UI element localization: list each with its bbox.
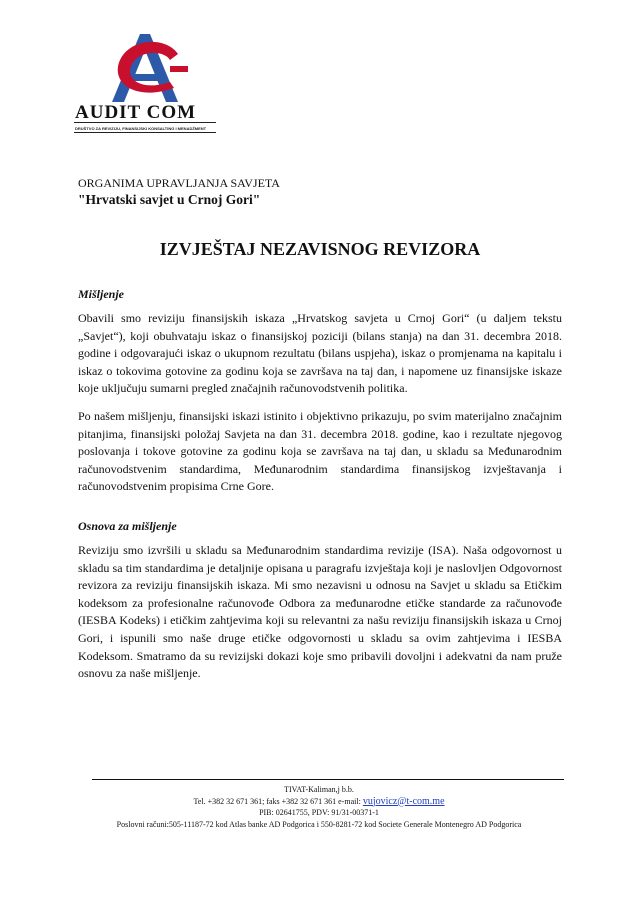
page-footer: [0, 784, 638, 830]
recipient-line: ORGANIMA UPRAVLJANJA SAVJETA: [78, 176, 280, 190]
audit-com-logo-mark: [70, 30, 220, 102]
paragraph: Obavili smo reviziju finansijskih iskaza „Hrvatskog savjeta u Crnoj Gori“ (u daljem tekstu „Savjet“), koji obuhvataju iskaz o finansijskoj poziciji (bilans stanja) na dan 31. decembra 2018. godine i odgovarajući iskaz o ukupnom rezultatu (bilans uspjeha), iskaz o promjenama na kapitalu i iskaz o tokovima gotovine za godinu koja se završava na taj dan, i napomene uz finansijske iskaze koje uključuju sumarni pregled značajnih računovodstvenih politika.: [78, 311, 562, 396]
section-heading-basis-for-opinion: Osnova za mišljenje: [78, 518, 177, 533]
footer-bank-accounts: Poslovni računi:505-11187-72 kod Atlas banke AD Podgorica i 550-8281-72 kod Societe Generale Montenegro AD Podgorica: [116, 819, 522, 829]
footer-phone-fax: Tel. +382 32 671 361; faks +382 32 671 361 e-mail:: [193, 796, 361, 806]
logo-divider: [74, 132, 216, 133]
logo-company-name: AUDIT COM: [75, 102, 197, 123]
company-logo: [70, 30, 220, 135]
report-body: [78, 176, 562, 683]
footer-email-link[interactable]: vujovicz@t-com.me: [362, 795, 445, 807]
logo-tagline: DRUŠTVO ZA REVIZIJU, FINANSIJSKI KONSALTING I MENADŽMENT: [75, 126, 207, 131]
paragraph: Po našem mišljenju, finansijski iskazi istinito i objektivno prikazuju, po svim materijalno značajnim pitanjima, finansijski položaj Savjeta na dan 31. decembra 2018. godine, kao i rezultate njegovog poslovanja i tokove gotovine za godinu koja se završava na taj dan, u skladu sa Međunarodnim računovodstvenim standardima, Međunarodnim standardima finansijskog izvještavanja i računovodstvenim propisima Crne Gore.: [78, 408, 562, 494]
footer-address: TIVAT-Kaliman,j b.b.: [284, 785, 354, 794]
footer-divider: [92, 779, 564, 780]
footer-tax-ids: PIB: 02641755, PDV: 91/31-00371-1: [259, 808, 379, 817]
report-title: IZVJEŠTAJ NEZAVISNOG REVIZORA: [159, 239, 481, 259]
recipient-name: "Hrvatski savjet u Crnoj Gori": [78, 192, 261, 207]
footer-contact: [0, 796, 638, 808]
paragraph: Reviziju smo izvršili u skladu sa Međunarodnim standardima revizije (ISA). Naša odgovornost u skladu sa tim standardima je detaljnije opisana u paragrafu izvještaja koji je naslovljen Odgovornost revizora za reviziju finansijskih iskaza. Mi smo nezavisni u odnosu na Savjet u skladu sa Etičkim kodeksom za profesionalne računovođe Odbora za međunarodne etičke standarde za računovođe (IESBA Kodeks) i etičkim zahtjevima koji su relevantni za našu reviziju finansijskih iskaza u Crnoj Gori, i ispunili smo naše druge etičke odgovornosti u skladu sa ovim zahtjevima i IESBA Kodeksom. Smatramo da su revizijski dokazi koje smo pribavili dovoljni i adekvatni da nam pruže osnovu za naše mišljenje.: [78, 542, 562, 681]
section-heading-opinion: Mišljenje: [78, 287, 125, 301]
